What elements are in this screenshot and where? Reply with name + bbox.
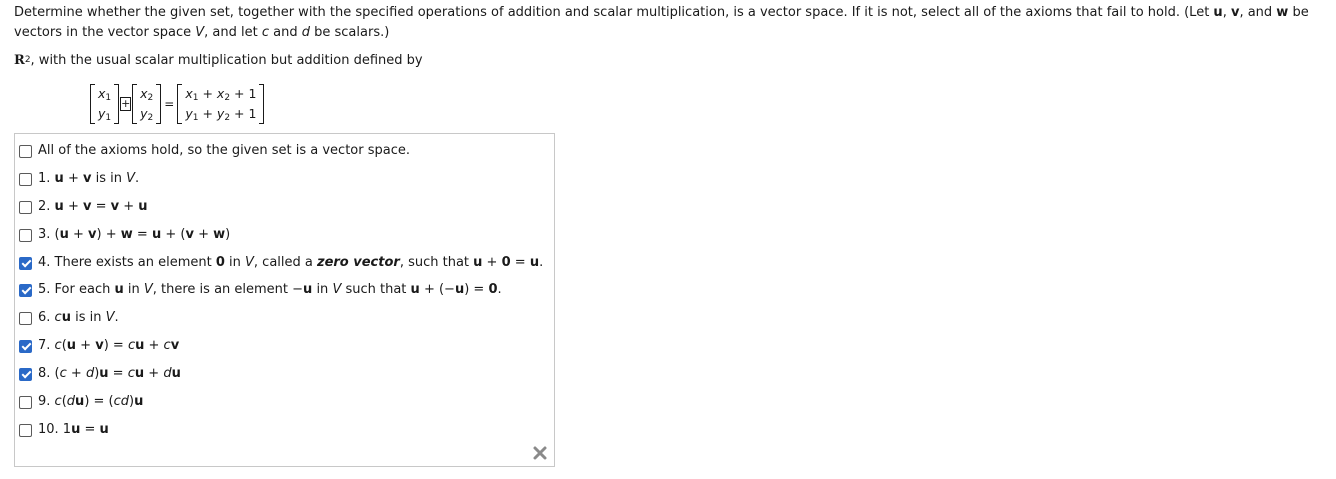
checkbox[interactable] xyxy=(19,424,32,437)
incorrect-x-icon xyxy=(532,445,548,461)
vector-2: $x_2$ $y_2$ xyxy=(132,84,161,124)
option-label: 5. For each u in V, there is an element −u in V such that u + (−u) = 0. xyxy=(38,282,502,297)
option-label: 1. u + v is in V. xyxy=(38,171,140,186)
option-axiom-7[interactable] xyxy=(19,336,179,356)
option-label: All of the axioms hold, so the given set is a vector space. xyxy=(38,143,410,158)
option-axiom-2[interactable] xyxy=(19,197,148,217)
checkbox-checked[interactable] xyxy=(19,368,32,381)
vector-1: $x_1$ $y_1$ xyxy=(90,84,119,124)
option-axiom-9[interactable] xyxy=(19,392,143,412)
option-label: 10. 1u = u xyxy=(38,422,109,437)
option-label: 9. c(du) = (cd)u xyxy=(38,394,144,409)
option-axiom-5[interactable] xyxy=(19,280,502,300)
option-axiom-3[interactable] xyxy=(19,225,230,245)
addition-definition-equation xyxy=(90,82,264,126)
set-description: $R^2$, with the usual scalar multiplication but addition defined by xyxy=(14,53,423,68)
checkbox[interactable] xyxy=(19,201,32,214)
checkbox[interactable] xyxy=(19,229,32,242)
axiom-options-panel xyxy=(14,133,555,467)
option-label: 8. (c + d)u = cu + du xyxy=(38,366,181,381)
equals-operator: = xyxy=(164,97,175,111)
checkbox[interactable] xyxy=(19,145,32,158)
option-label: 6. cu is in V. xyxy=(38,310,119,325)
option-axiom-10[interactable] xyxy=(19,420,109,440)
checkbox-checked[interactable] xyxy=(19,340,32,353)
option-all-hold[interactable] xyxy=(19,141,410,161)
plus-operator: + xyxy=(121,97,131,110)
option-label: 4. There exists an element 0 in V, called a zero vector, such that u + 0 = u. xyxy=(38,255,544,270)
checkbox[interactable] xyxy=(19,396,32,409)
checkbox[interactable] xyxy=(19,173,32,186)
option-axiom-4[interactable] xyxy=(19,253,543,273)
option-axiom-8[interactable] xyxy=(19,364,181,384)
option-label: 3. (u + v) + w = u + (v + w) xyxy=(38,227,231,242)
option-label: 7. c(u + v) = cu + cv xyxy=(38,338,180,353)
checkbox[interactable] xyxy=(19,312,32,325)
option-axiom-6[interactable] xyxy=(19,308,119,328)
result-vector: $x_1 + x_2 + 1$ $y_1 + y_2 + 1$ xyxy=(177,84,264,124)
question-text: Determine whether the given set, together with the specified operations of addition and scalar multiplication, is a vector space. If it is not, select all of the axioms that fail to hold. (Let u, v, and w be vectors in the vector space V, and let c and d be scalars.) xyxy=(14,5,1309,40)
checkbox-checked[interactable] xyxy=(19,257,32,270)
checkbox-checked[interactable] xyxy=(19,284,32,297)
option-axiom-1[interactable] xyxy=(19,169,139,189)
option-label: 2. u + v = v + u xyxy=(38,199,148,214)
